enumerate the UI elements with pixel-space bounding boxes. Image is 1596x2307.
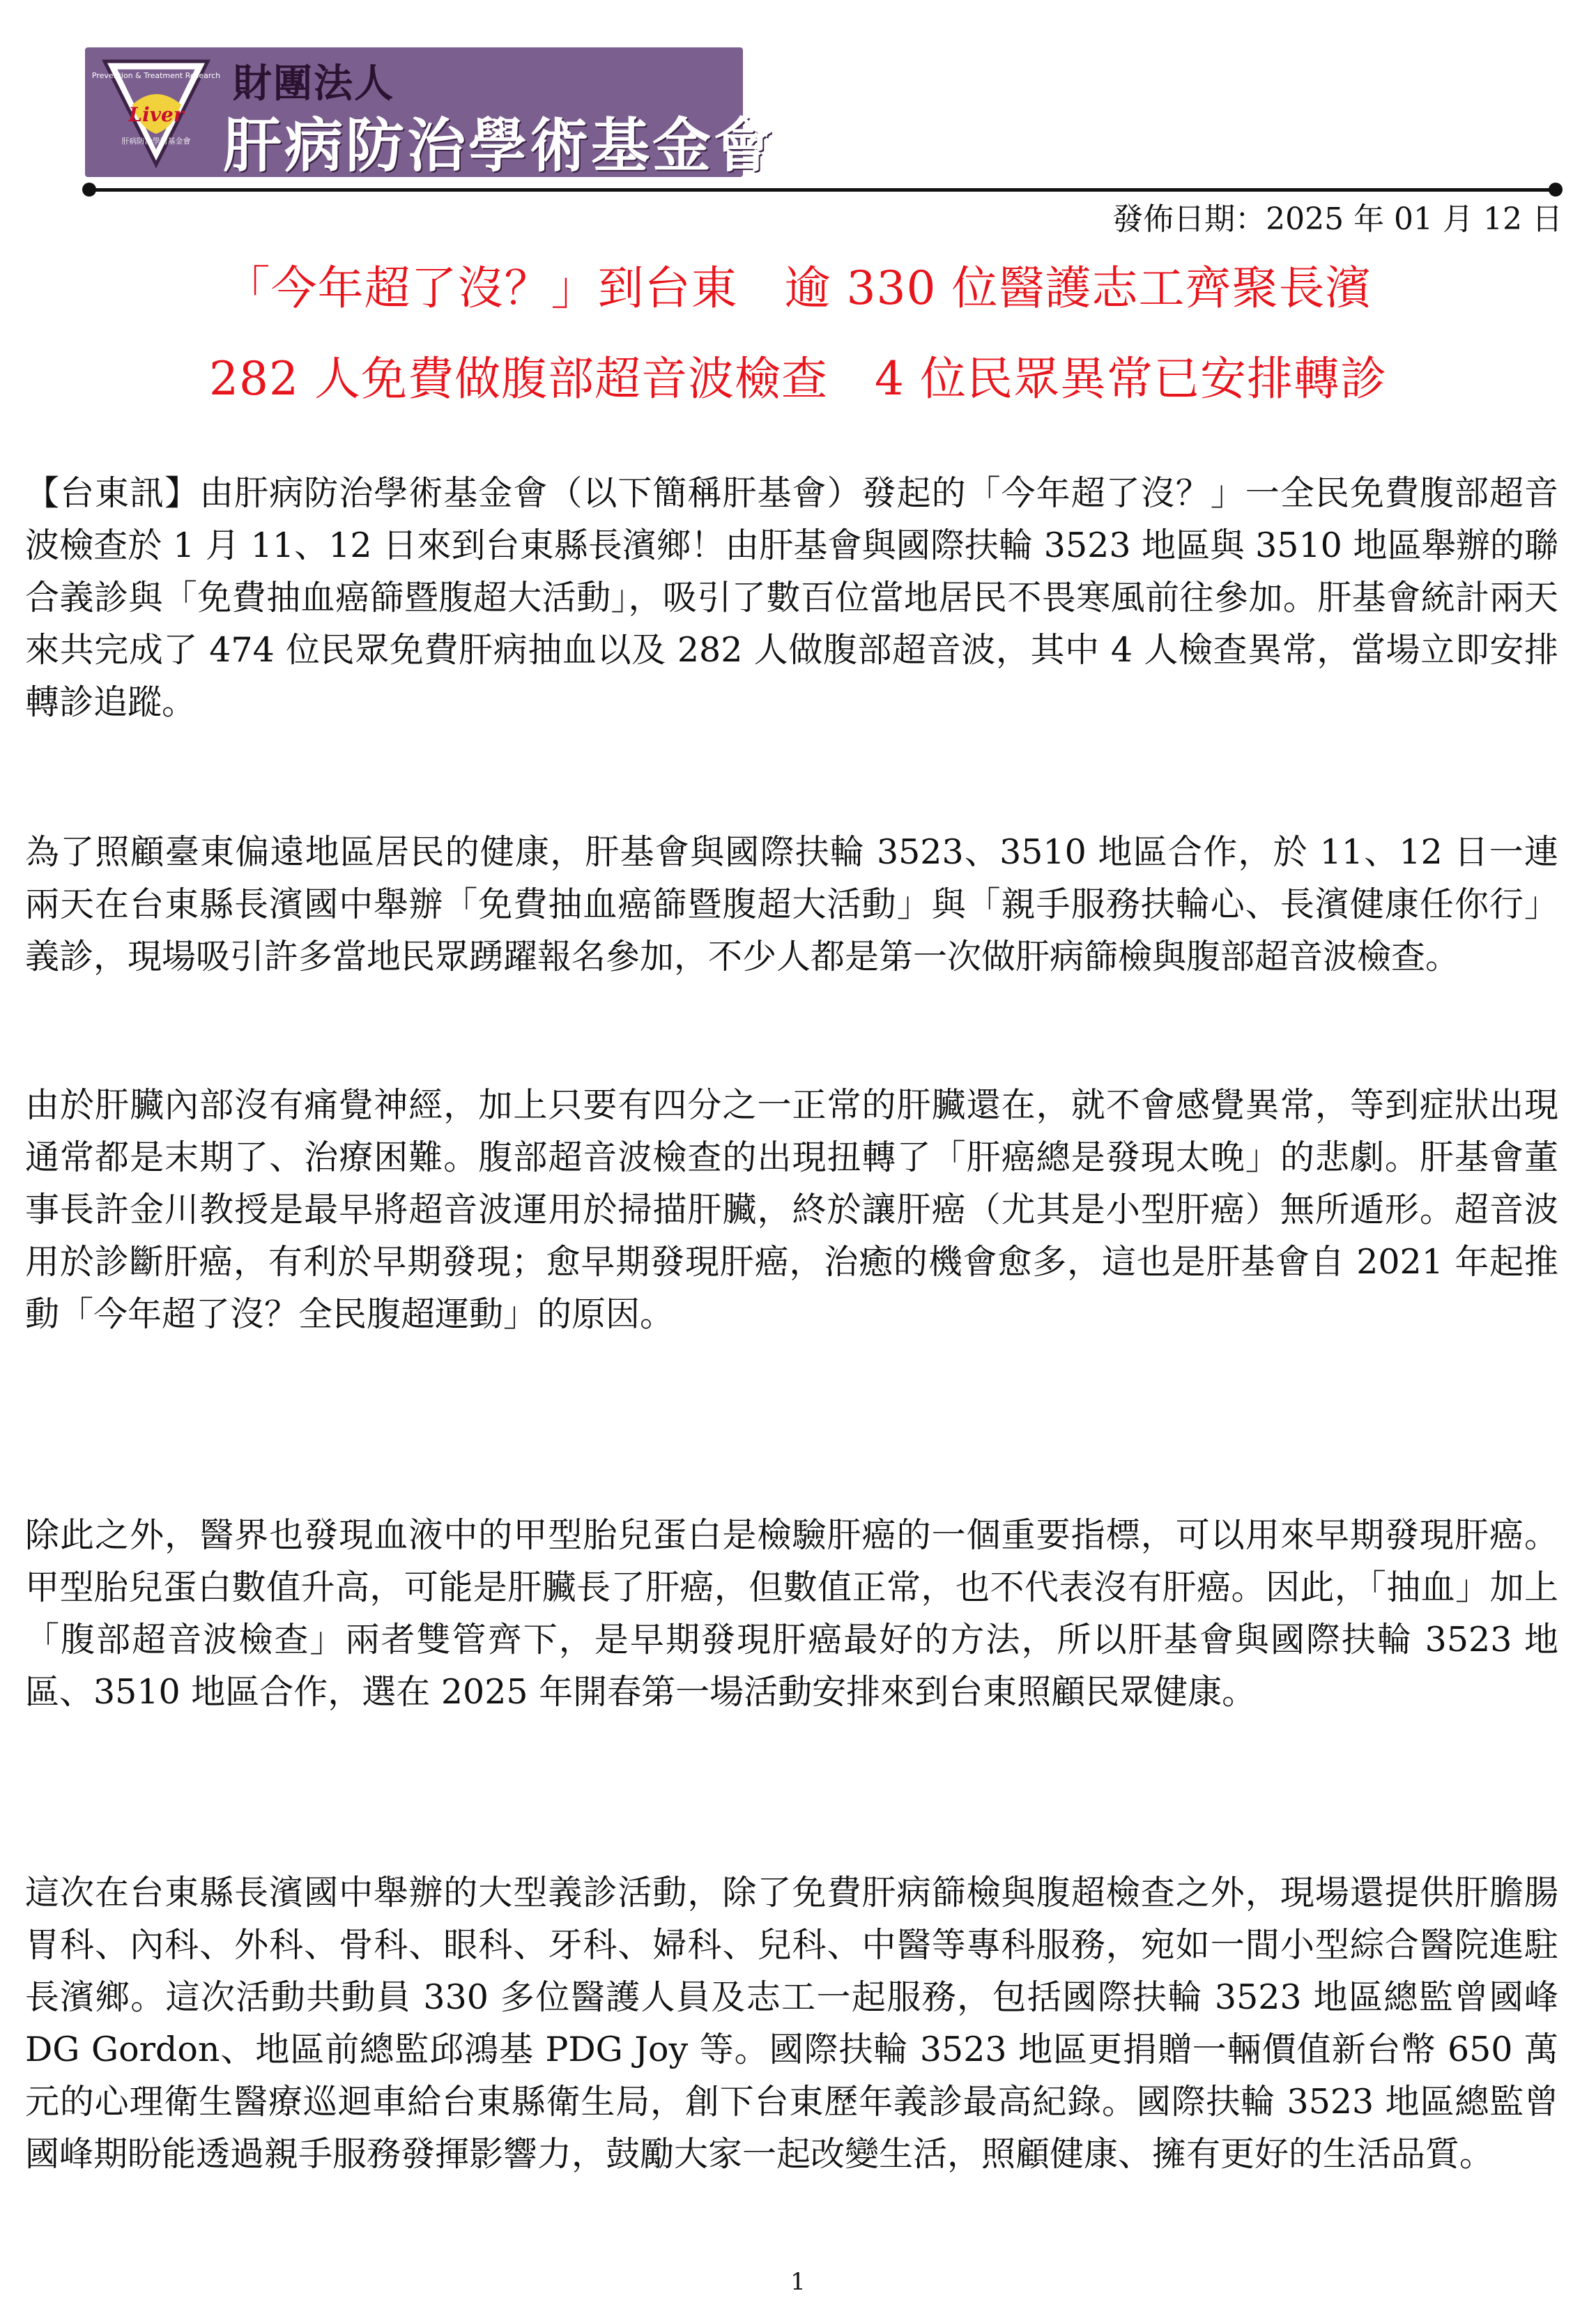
foundation-logo [85, 47, 776, 180]
headline-line-1: 「今年超了沒？」到台東 逾 330 位醫護志工齊聚長濱 [224, 261, 1372, 315]
headline-line-2: 282 人免費做腹部超音波檢查 4 位民眾異常已安排轉診 [209, 352, 1387, 406]
header-divider [86, 188, 1557, 192]
paragraph-5: 這次在台東縣長濱國中舉辦的大型義診活動，除了免費肝病篩檢與腹超檢查之外，現場還提供肝膽腸胃科、內科、外科、骨科、眼科、牙科、婦科、兒科、中醫等專科服務，宛如一間小型綜合醫院進駐長濱鄉。這次活動共動員 330 多位醫護人員及志工一起服務，包括國際扶輪 3523 地區總監曾國峰 DG Gordon、地區前總監邱鴻基 PDG Joy 等。國際扶輪 3523 地區更捐贈一輛價值新台幣 650 萬元的心理衛生醫療巡迴車給台東縣衛生局，創下台東歷年義診最高紀錄。國際扶輪 3523 地區總監曾國峰期盼能透過親手服務發揮影響力，鼓勵大家一起改變生活，照顧健康、擁有更好的生活品質。 [25, 1873, 1558, 2174]
svg-text:Prevention & Treatment Researc: Prevention & Treatment Research [91, 71, 221, 80]
svg-text:Liver: Liver [128, 103, 184, 126]
release-date: 發佈日期：2025 年 01 月 12 日 [1112, 201, 1563, 237]
divider-dot-left [82, 183, 96, 197]
logo-subtitle: 財團法人 [233, 61, 394, 107]
liver-emblem-icon [91, 56, 221, 169]
logo-title: 肝病防治學術基金會 [223, 111, 776, 180]
page-number: 1 [790, 2268, 806, 2296]
paragraph-1: 【台東訊】由肝病防治學術基金會（以下簡稱肝基會）發起的「今年超了沒？」一全民免費腹部超音波檢查於 1 月 11、12 日來到台東縣長濱鄉！由肝基會與國際扶輪 3523 地區與 3510 地區舉辦的聯合義診與「免費抽血癌篩暨腹超大活動」，吸引了數百位當地居民不畏寒風前往參加。肝基會統計兩天來共完成了 474 位民眾免費肝病抽血以及 282 人做腹部超音波，其中 4 人檢查異常，當場立即安排轉診追蹤。 [25, 473, 1558, 722]
paragraph-4: 除此之外，醫界也發現血液中的甲型胎兒蛋白是檢驗肝癌的一個重要指標，可以用來早期發現肝癌。甲型胎兒蛋白數值升高，可能是肝臟長了肝癌，但數值正常，也不代表沒有肝癌。因此，「抽血」加上「腹部超音波檢查」兩者雙管齊下，是早期發現肝癌最好的方法，所以肝基會與國際扶輪 3523 地區、3510 地區合作，選在 2025 年開春第一場活動安排來到台東照顧民眾健康。 [25, 1515, 1558, 1712]
paragraph-2: 為了照顧臺東偏遠地區居民的健康，肝基會與國際扶輪 3523、3510 地區合作，於 11、12 日一連兩天在台東縣長濱國中舉辦「免費抽血癌篩暨腹超大活動」與「親手服務扶輪心、長濱健康任你行」義診，現場吸引許多當地民眾踴躍報名參加，不少人都是第一次做肝病篩檢與腹部超音波檢查。 [25, 832, 1558, 976]
svg-text:肝病防治學術基金會: 肝病防治學術基金會 [121, 137, 191, 146]
paragraph-3: 由於肝臟內部沒有痛覺神經，加上只要有四分之一正常的肝臟還在，就不會感覺異常，等到症狀出現通常都是末期了、治療困難。腹部超音波檢查的出現扭轉了「肝癌總是發現太晚」的悲劇。肝基會董事長許金川教授是最早將超音波運用於掃描肝臟，終於讓肝癌（尤其是小型肝癌）無所遁形。超音波用於診斷肝癌，有利於早期發現；愈早期發現肝癌，治癒的機會愈多，這也是肝基會自 2021 年起推動「今年超了沒？全民腹超運動」的原因。 [25, 1085, 1558, 1334]
